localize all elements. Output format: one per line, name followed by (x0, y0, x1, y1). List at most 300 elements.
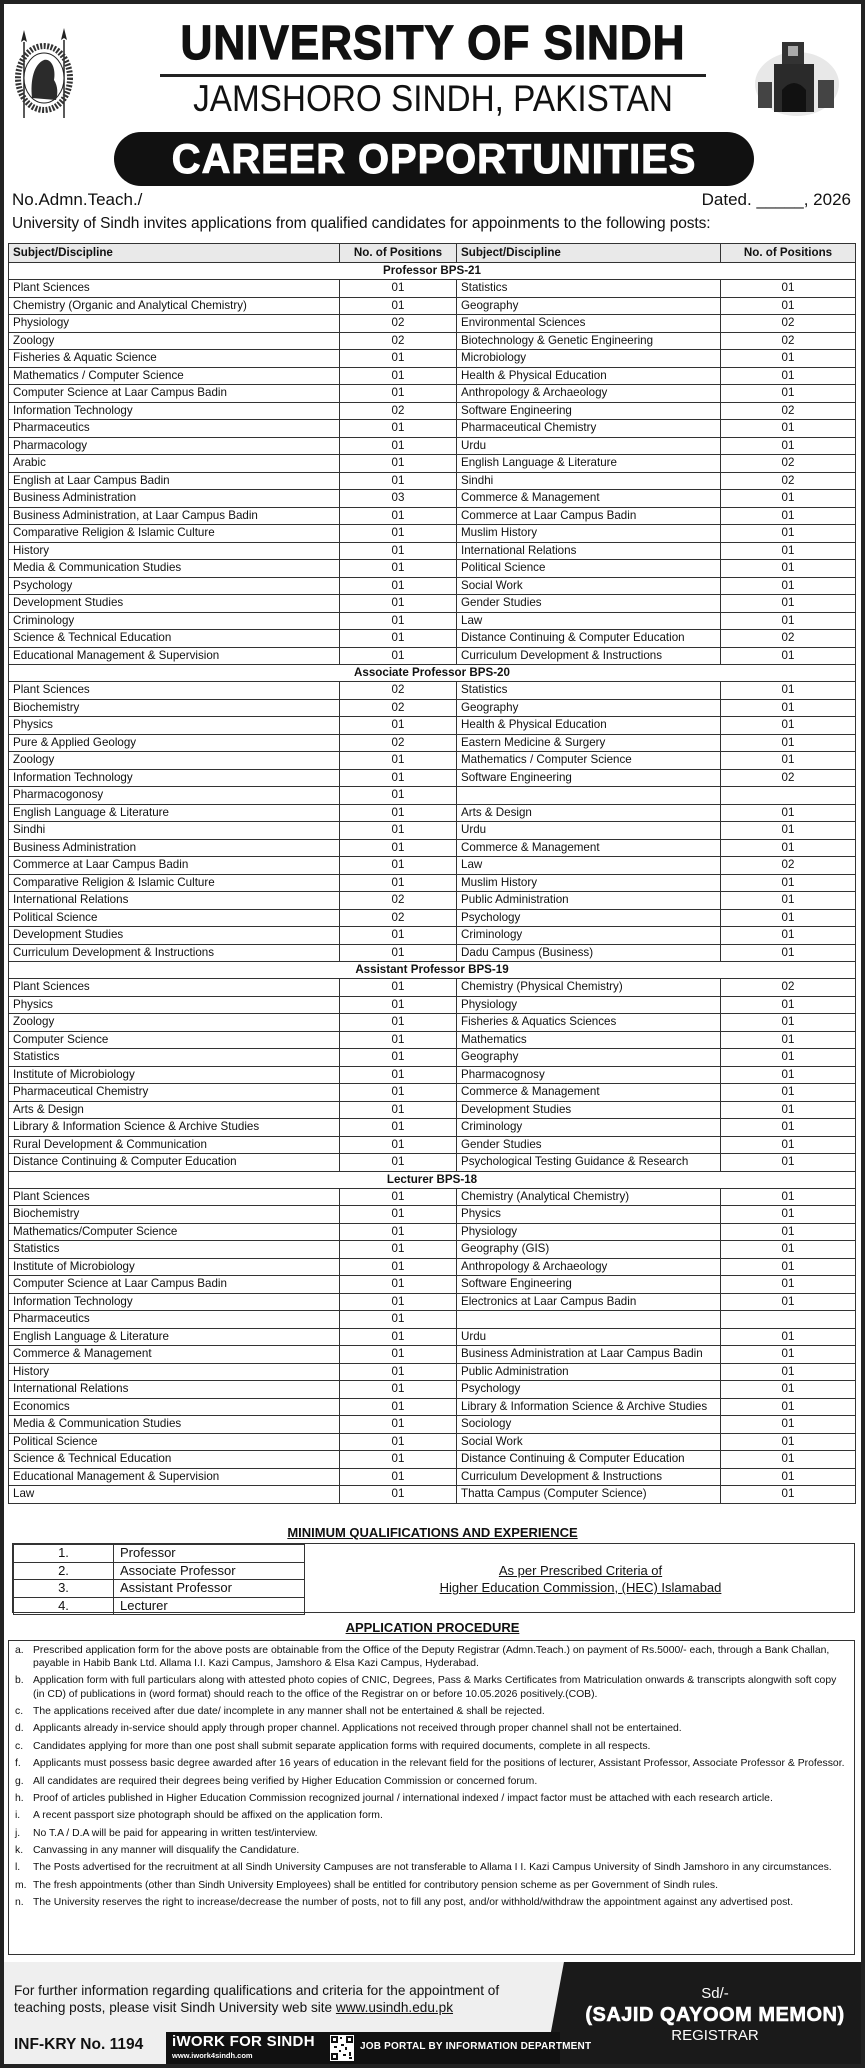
subject-right (457, 1311, 721, 1329)
positions-left: 01 (340, 1311, 457, 1329)
subject-right: Criminology (457, 1119, 721, 1137)
positions-right: 01 (721, 1416, 856, 1434)
procedure-label: h. (15, 1792, 24, 1804)
table-row (9, 1119, 856, 1137)
positions-table-body (9, 263, 856, 1504)
inf-number: INF-KRY No. 1194 (14, 2036, 144, 2053)
subject-left: Distance Continuing & Computer Education (9, 1154, 340, 1172)
subject-left: Pharmaceutical Chemistry (9, 1084, 340, 1102)
subject-left: Institute of Microbiology (9, 1258, 340, 1276)
positions-left: 01 (340, 752, 457, 770)
positions-right: 01 (721, 1119, 856, 1137)
positions-left: 01 (340, 874, 457, 892)
positions-left: 03 (340, 490, 457, 508)
subject-right: Chemistry (Analytical Chemistry) (457, 1188, 721, 1206)
table-row (9, 472, 856, 490)
subject-left: Computer Science (9, 1031, 340, 1049)
section-title: Professor BPS-21 (9, 263, 856, 280)
subject-right: Law (457, 857, 721, 875)
positions-left: 01 (340, 1066, 457, 1084)
table-row (9, 1154, 856, 1172)
procedure-text: No T.A / D.A will be paid for appearing in written test/interview. (33, 1827, 318, 1839)
procedure-label: l. (15, 1862, 21, 1874)
registrar-name: (SAJID QAYOOM MEMON) (585, 2004, 845, 2026)
subject-left: Plant Sciences (9, 979, 340, 997)
positions-left: 02 (340, 682, 457, 700)
qualification-number: 2. (14, 1562, 114, 1580)
table-row (9, 1014, 856, 1032)
subject-right: Geography (457, 699, 721, 717)
subject-right: Statistics (457, 280, 721, 298)
subject-right: English Language & Literature (457, 455, 721, 473)
positions-left: 01 (340, 437, 457, 455)
positions-right: 02 (721, 979, 856, 997)
subject-right: Geography (GIS) (457, 1241, 721, 1259)
procedure-label: c. (15, 1705, 24, 1717)
table-row (9, 1433, 856, 1451)
positions-right: 01 (721, 1451, 856, 1469)
positions-right: 01 (721, 560, 856, 578)
positions-left: 01 (340, 1451, 457, 1469)
section-title: Associate Professor BPS-20 (9, 665, 856, 682)
procedure-text: The fresh appointments (other than Sindh University Employees) shall be entitled for contributory pension scheme as per Government of Sindh rules. (33, 1879, 718, 1891)
positions-left: 01 (340, 595, 457, 613)
table-row (9, 909, 856, 927)
positions-left: 01 (340, 1363, 457, 1381)
positions-left: 01 (340, 1346, 457, 1364)
subject-right: Public Administration (457, 1363, 721, 1381)
positions-right: 01 (721, 490, 856, 508)
table-row (9, 1188, 856, 1206)
positions-right: 01 (721, 542, 856, 560)
table-row (9, 892, 856, 910)
positions-left: 01 (340, 630, 457, 648)
qualification-post: Lecturer (114, 1597, 305, 1615)
portal-caption: JOB PORTAL BY INFORMATION DEPARTMENT (360, 2041, 592, 2052)
positions-right: 01 (721, 1468, 856, 1486)
positions-right: 01 (721, 1433, 856, 1451)
positions-right: 01 (721, 1049, 856, 1067)
positions-right: 01 (721, 1188, 856, 1206)
subject-left: Educational Management & Supervision (9, 647, 340, 665)
subject-right: Commerce & Management (457, 490, 721, 508)
table-header-row (9, 244, 856, 263)
subject-right: Physics (457, 1206, 721, 1224)
subject-left: Information Technology (9, 769, 340, 787)
subject-right: Psychological Testing Guidance & Research (457, 1154, 721, 1172)
qualification-row (14, 1545, 305, 1563)
subject-right: Geography (457, 297, 721, 315)
table-row (9, 857, 856, 875)
procedure-text: Applicants must possess basic degree awarded after 16 years of education in the relevant field for the positions of lecturer, Assistant Professor, Associate Professor & Professor. (33, 1758, 845, 1770)
positions-right: 02 (721, 857, 856, 875)
table-row (9, 699, 856, 717)
positions-left: 01 (340, 839, 457, 857)
table-row (9, 332, 856, 350)
subject-left: Physics (9, 996, 340, 1014)
subject-right: Gender Studies (457, 1136, 721, 1154)
positions-right: 02 (721, 630, 856, 648)
subject-right: Social Work (457, 1433, 721, 1451)
procedure-label: i. (15, 1810, 21, 1822)
table-row (9, 402, 856, 420)
portal-brand: iWORK FOR SINDH (172, 2033, 315, 2050)
table-row (9, 717, 856, 735)
positions-right: 01 (721, 839, 856, 857)
subject-right: International Relations (457, 542, 721, 560)
subject-right: Psychology (457, 909, 721, 927)
positions-left: 02 (340, 892, 457, 910)
subject-right: Environmental Sciences (457, 315, 721, 333)
table-row (9, 1468, 856, 1486)
procedure-label: d. (15, 1723, 24, 1735)
table-row (9, 1486, 856, 1504)
table-row (9, 1049, 856, 1067)
positions-right: 02 (721, 402, 856, 420)
subject-left: Business Administration, at Laar Campus Badin (9, 507, 340, 525)
positions-left: 01 (340, 787, 457, 805)
subject-left: Commerce at Laar Campus Badin (9, 857, 340, 875)
positions-right: 01 (721, 1223, 856, 1241)
positions-left: 01 (340, 542, 457, 560)
positions-left: 01 (340, 1188, 457, 1206)
positions-right: 02 (721, 455, 856, 473)
subject-right: Chemistry (Physical Chemistry) (457, 979, 721, 997)
positions-left: 01 (340, 1241, 457, 1259)
subject-right: Law (457, 612, 721, 630)
subject-right: Psychology (457, 1381, 721, 1399)
subject-left: Physics (9, 717, 340, 735)
section-title: Lecturer BPS-18 (9, 1171, 856, 1188)
procedure-text: The applications received after due date/ incomplete in any manner shall not be entertained & shall be rejected. (33, 1705, 545, 1717)
positions-right: 01 (721, 1328, 856, 1346)
positions-right: 02 (721, 332, 856, 350)
table-row (9, 560, 856, 578)
positions-left: 01 (340, 1136, 457, 1154)
subject-left: Arabic (9, 455, 340, 473)
subject-left: Curriculum Development & Instructions (9, 944, 340, 962)
positions-left: 01 (340, 525, 457, 543)
procedure-label: m. (15, 1879, 27, 1891)
table-row (9, 682, 856, 700)
subject-left: Physiology (9, 315, 340, 333)
table-row (9, 542, 856, 560)
subject-right: Dadu Campus (Business) (457, 944, 721, 962)
subject-left: Psychology (9, 577, 340, 595)
table-row (9, 822, 856, 840)
procedure-text: Candidates applying for more than one post shall submit separate application forms with required documents, complete in all respects. (33, 1740, 651, 1752)
positions-left: 01 (340, 385, 457, 403)
procedure-text: Proof of articles published in Higher Education Commission recognized journal / international indexed / impact factor must be attached with each research article. (33, 1792, 773, 1804)
positions-left: 01 (340, 612, 457, 630)
procedure-label: g. (15, 1775, 24, 1787)
subject-right: Distance Continuing & Computer Education (457, 1451, 721, 1469)
subject-right: Business Administration at Laar Campus Badin (457, 1346, 721, 1364)
positions-right: 01 (721, 612, 856, 630)
subject-right: Microbiology (457, 350, 721, 368)
positions-left: 01 (340, 420, 457, 438)
column-header-positions-right: No. of Positions (721, 244, 856, 263)
positions-left: 01 (340, 1468, 457, 1486)
subject-right: Sindhi (457, 472, 721, 490)
procedure-text: The University reserves the right to increase/decrease the number of posts, not to fill any post, and/or withhold/withdraw the appointment against any advertised post. (33, 1897, 794, 1909)
subject-left: Zoology (9, 1014, 340, 1032)
positions-right: 01 (721, 822, 856, 840)
positions-right: 01 (721, 804, 856, 822)
table-row (9, 1381, 856, 1399)
table-row (9, 944, 856, 962)
procedure-text: Prescribed application form for the above posts are obtainable from the Office of the Deputy Registrar (Admn.Teach.) on payment of Rs.5000/- each, through a Bank Challan, payable in Habib Bank Ltd. Allama I.I. Kazi Campus, Jamshoro & Elsa Kazi Campus, Hyderabad. (33, 1645, 830, 1670)
subject-right: Physiology (457, 996, 721, 1014)
subject-left: Arts & Design (9, 1101, 340, 1119)
positions-left: 01 (340, 1154, 457, 1172)
signature-block (570, 1985, 860, 2045)
positions-right: 01 (721, 385, 856, 403)
subject-right: Political Science (457, 560, 721, 578)
subject-left: Media & Communication Studies (9, 1416, 340, 1434)
table-row (9, 350, 856, 368)
qualification-number: 3. (14, 1580, 114, 1598)
positions-left: 02 (340, 332, 457, 350)
positions-right: 01 (721, 1154, 856, 1172)
website-link[interactable]: www.usindh.edu.pk (335, 2000, 454, 2015)
criteria-line-2: Higher Education Commission, (HEC) Islamabad (439, 1580, 722, 1595)
procedure-list (8, 1640, 855, 1955)
subject-right: Commerce at Laar Campus Badin (457, 507, 721, 525)
subject-left: Commerce & Management (9, 1346, 340, 1364)
subject-right: Geography (457, 1049, 721, 1067)
university-seal-logo (14, 20, 74, 120)
subject-right: Health & Physical Education (457, 367, 721, 385)
subject-left: Pharmacogonosy (9, 787, 340, 805)
subject-left: Plant Sciences (9, 280, 340, 298)
positions-right: 01 (721, 1031, 856, 1049)
positions-right: 01 (721, 909, 856, 927)
positions-left: 01 (340, 297, 457, 315)
qualification-number: 4. (14, 1597, 114, 1615)
subject-right: Anthropology & Archaeology (457, 385, 721, 403)
table-row (9, 769, 856, 787)
positions-left: 01 (340, 1206, 457, 1224)
positions-left: 01 (340, 507, 457, 525)
positions-left: 01 (340, 927, 457, 945)
procedure-text: Canvassing in any manner will disqualify the Candidature. (33, 1845, 300, 1857)
positions-right: 01 (721, 927, 856, 945)
subject-left: Zoology (9, 332, 340, 350)
positions-right: 01 (721, 1014, 856, 1032)
subject-right: Biotechnology & Genetic Engineering (457, 332, 721, 350)
subject-left: Comparative Religion & Islamic Culture (9, 525, 340, 543)
subject-right: Criminology (457, 927, 721, 945)
subject-right: Library & Information Science & Archive Studies (457, 1398, 721, 1416)
subject-left: Pharmaceutics (9, 1311, 340, 1329)
subject-left: International Relations (9, 1381, 340, 1399)
positions-left: 01 (340, 979, 457, 997)
portal-url[interactable]: www.iwork4sindh.com (172, 2051, 253, 2060)
signature-mark: Sd/- (701, 1985, 729, 2002)
subject-right: Statistics (457, 682, 721, 700)
table-row (9, 1363, 856, 1381)
subject-right (457, 787, 721, 805)
qualification-row (14, 1580, 305, 1598)
positions-left: 01 (340, 577, 457, 595)
positions-right: 01 (721, 996, 856, 1014)
subject-left: Computer Science at Laar Campus Badin (9, 1276, 340, 1294)
qualifications-heading: MINIMUM QUALIFICATIONS AND EXPERIENCE (287, 1525, 578, 1540)
subject-right: Curriculum Development & Instructions (457, 1468, 721, 1486)
subject-left: Computer Science at Laar Campus Badin (9, 385, 340, 403)
positions-right: 01 (721, 752, 856, 770)
subject-right: Urdu (457, 437, 721, 455)
positions-left: 01 (340, 472, 457, 490)
procedure-item (13, 1722, 850, 1735)
positions-left: 01 (340, 996, 457, 1014)
table-row (9, 1241, 856, 1259)
subject-right: Mathematics / Computer Science (457, 752, 721, 770)
table-row (9, 787, 856, 805)
table-row (9, 612, 856, 630)
subject-left: Media & Communication Studies (9, 560, 340, 578)
procedure-text: Application form with full particulars along with attested photo copies of CNIC, Degrees, Pass & Marks Certificates from Matriculation onwards & transcripts alongwith soft copy (in CD) of publications in (word format) should reach to the office of the Registrar on or before 10.05.2026 positively.(COB). (33, 1675, 837, 1700)
subject-right: Gender Studies (457, 595, 721, 613)
subject-left: Pharmacology (9, 437, 340, 455)
positions-right: 01 (721, 280, 856, 298)
subject-right: Pharmacognosy (457, 1066, 721, 1084)
positions-left: 01 (340, 1031, 457, 1049)
procedure-label: k. (15, 1845, 24, 1857)
subject-left: Business Administration (9, 839, 340, 857)
procedure-item (13, 1896, 850, 1909)
positions-right: 01 (721, 1258, 856, 1276)
table-row (9, 1328, 856, 1346)
qualification-number: 1. (14, 1545, 114, 1563)
procedure-label: c. (15, 1740, 24, 1752)
subject-right: Muslim History (457, 525, 721, 543)
procedure-item (13, 1844, 850, 1857)
positions-right: 01 (721, 525, 856, 543)
subject-right: Fisheries & Aquatics Sciences (457, 1014, 721, 1032)
table-row (9, 315, 856, 333)
positions-right: 01 (721, 1241, 856, 1259)
table-row (9, 647, 856, 665)
subject-left: Economics (9, 1398, 340, 1416)
procedure-text: The Posts advertised for the recruitment at all Sindh University Campuses are not transferable to Allama I I. Kazi Campus University of Sindh Jamshoro in any circumstances. (33, 1862, 832, 1874)
positions-left: 02 (340, 909, 457, 927)
positions-left: 01 (340, 1293, 457, 1311)
subject-left: Political Science (9, 909, 340, 927)
table-row (9, 1066, 856, 1084)
positions-left: 01 (340, 1049, 457, 1067)
reference-number: No.Admn.Teach./ (12, 190, 143, 209)
subject-left: Development Studies (9, 927, 340, 945)
subject-left: Rural Development & Communication (9, 1136, 340, 1154)
column-header-subject-right: Subject/Discipline (457, 244, 721, 263)
qr-code-icon (330, 2035, 354, 2061)
positions-left: 01 (340, 944, 457, 962)
positions-right: 01 (721, 1066, 856, 1084)
positions-left: 01 (340, 1433, 457, 1451)
procedure-item (13, 1809, 850, 1822)
table-row (9, 595, 856, 613)
subject-right: Distance Continuing & Computer Education (457, 630, 721, 648)
positions-right: 02 (721, 472, 856, 490)
positions-left: 01 (340, 857, 457, 875)
positions-right (721, 787, 856, 805)
table-row (9, 927, 856, 945)
table-row (9, 297, 856, 315)
positions-right: 01 (721, 1346, 856, 1364)
table-row (9, 979, 856, 997)
subject-left: Fisheries & Aquatic Science (9, 350, 340, 368)
table-row (9, 1398, 856, 1416)
subject-left: Business Administration (9, 490, 340, 508)
positions-left: 01 (340, 455, 457, 473)
procedure-label: f. (15, 1758, 21, 1770)
positions-left: 01 (340, 1258, 457, 1276)
subject-left: Pharmaceutics (9, 420, 340, 438)
subject-right: Software Engineering (457, 402, 721, 420)
procedure-item (13, 1674, 850, 1700)
subject-right: Commerce & Management (457, 839, 721, 857)
positions-left: 01 (340, 647, 457, 665)
positions-left: 01 (340, 560, 457, 578)
table-row (9, 1136, 856, 1154)
column-header-positions-left: No. of Positions (340, 244, 457, 263)
positions-right: 01 (721, 682, 856, 700)
table-row (9, 1258, 856, 1276)
table-row (9, 1293, 856, 1311)
procedure-item (13, 1757, 850, 1770)
positions-left: 01 (340, 1223, 457, 1241)
subject-left: English at Laar Campus Badin (9, 472, 340, 490)
subject-left: Mathematics/Computer Science (9, 1223, 340, 1241)
table-row (9, 420, 856, 438)
table-row (9, 752, 856, 770)
positions-left: 01 (340, 1276, 457, 1294)
procedure-text: All candidates are required their degrees being verified by Higher Education Commission or concerned forum. (33, 1775, 538, 1787)
positions-right: 01 (721, 1381, 856, 1399)
positions-right: 02 (721, 769, 856, 787)
positions-left: 01 (340, 717, 457, 735)
table-row (9, 1031, 856, 1049)
table-row (9, 804, 856, 822)
positions-left: 01 (340, 1014, 457, 1032)
positions-left: 02 (340, 315, 457, 333)
subject-left: History (9, 542, 340, 560)
subject-right: Pharmaceutical Chemistry (457, 420, 721, 438)
qualification-row (14, 1597, 305, 1615)
procedure-item (13, 1705, 850, 1718)
university-location: JAMSHORO SINDH, PAKISTAN (193, 78, 673, 119)
positions-left: 02 (340, 699, 457, 717)
positions-right: 01 (721, 1084, 856, 1102)
positions-left: 01 (340, 1328, 457, 1346)
subject-left: Institute of Microbiology (9, 1066, 340, 1084)
positions-right: 01 (721, 420, 856, 438)
subject-left: Biochemistry (9, 699, 340, 717)
subject-left: Sindhi (9, 822, 340, 840)
subject-right: Curriculum Development & Instructions (457, 647, 721, 665)
subject-left: Plant Sciences (9, 682, 340, 700)
table-row (9, 367, 856, 385)
subject-left: Mathematics / Computer Science (9, 367, 340, 385)
table-row (9, 525, 856, 543)
subject-left: Political Science (9, 1433, 340, 1451)
table-row (9, 1223, 856, 1241)
positions-right: 01 (721, 1293, 856, 1311)
subject-left: Chemistry (Organic and Analytical Chemistry) (9, 297, 340, 315)
subject-left: Development Studies (9, 595, 340, 613)
